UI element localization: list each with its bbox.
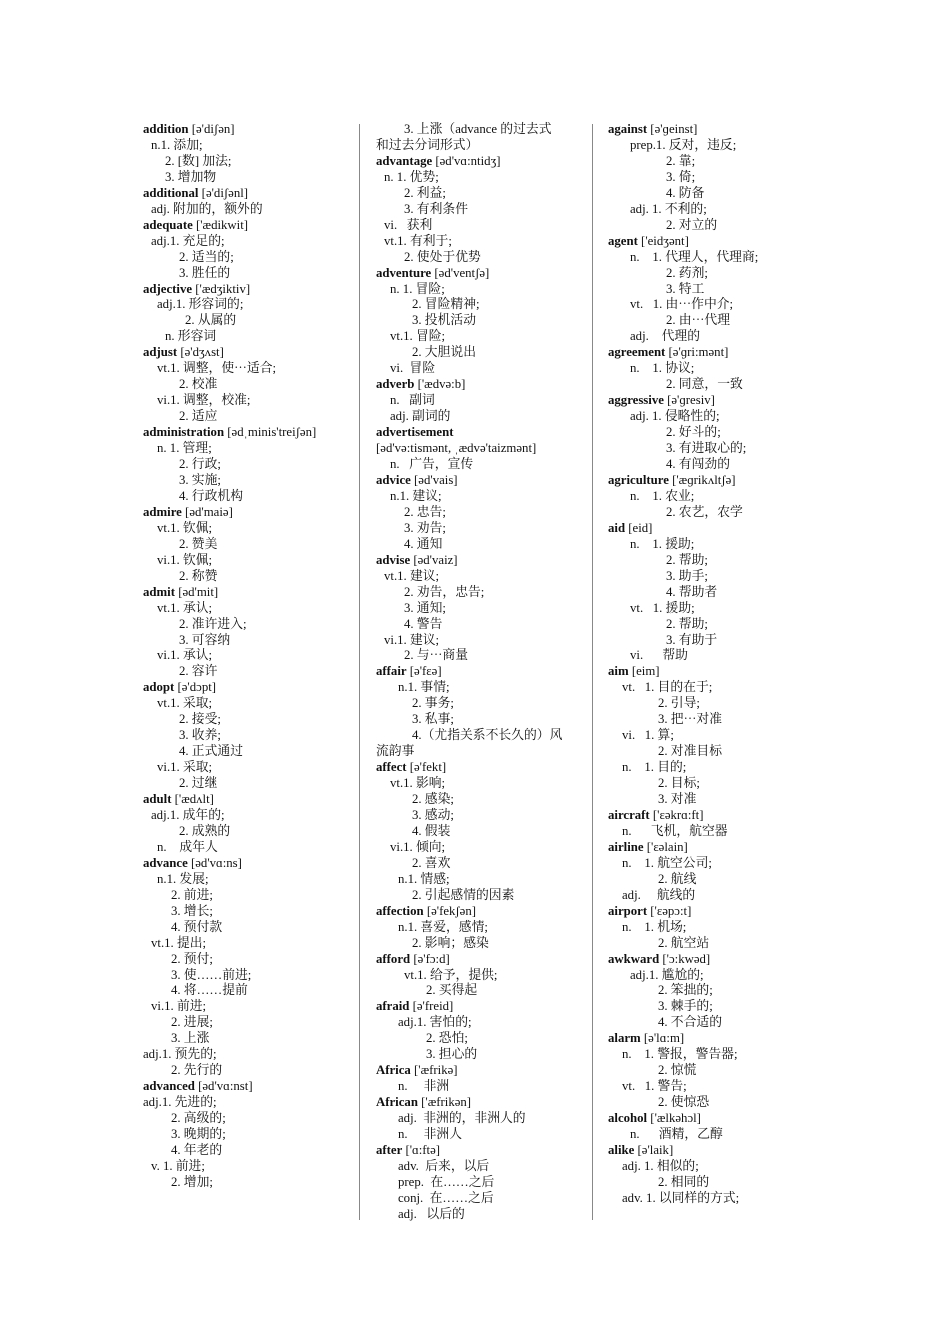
- headword: addition: [143, 122, 189, 136]
- definition-line: vt.1. 给予，提供;: [404, 967, 498, 982]
- definition-line: 2. 增加;: [171, 1174, 213, 1189]
- definition-line: 3. 担心的: [426, 1047, 478, 1062]
- headword: airline: [608, 839, 644, 854]
- entry-column-2: [376, 122, 578, 1223]
- definition-line: 2. 帮助;: [666, 616, 708, 631]
- entry-headword-line: [143, 425, 353, 441]
- headword: adjust: [143, 345, 178, 360]
- definition-line: adj.1. 充足的;: [151, 233, 225, 248]
- definition-line: n.1. 建议;: [390, 488, 442, 503]
- definition-line: 2. 大胆说出: [412, 345, 476, 360]
- definition-line: 3. 把⋯对准: [658, 712, 722, 727]
- entry-headword-line: [608, 904, 808, 920]
- pronunciation: [ə'freid]: [409, 999, 454, 1014]
- definition-line: 4. 年老的: [171, 1143, 223, 1157]
- definition-line: 2. 容许: [179, 664, 218, 679]
- definition-line: 2. 药剂;: [666, 265, 708, 280]
- pronunciation: ['ɛəlain]: [643, 839, 688, 854]
- definition-line: 2. 由⋯代理: [666, 313, 730, 328]
- definition-line: 3. 有助于: [666, 632, 718, 647]
- definition-line: vi.1. 承认;: [157, 648, 213, 663]
- definition-line: n. 1. 冒险;: [390, 281, 445, 296]
- definition-line: adj. 副词的: [390, 409, 451, 424]
- headword: aggressive: [608, 393, 664, 408]
- definition-line: adj.1. 害怕的;: [398, 1015, 472, 1030]
- definition-line: 3. 通知;: [404, 600, 446, 615]
- pronunciation: [ə'fɛə]: [406, 664, 442, 679]
- definition-line: 2. 感染;: [412, 792, 454, 807]
- definition-line: 3. 实施;: [179, 472, 221, 487]
- definition-line: adj.1. 尴尬的;: [630, 967, 704, 982]
- definition-line: 3. 胜任的: [179, 265, 231, 280]
- headword: alcohol: [608, 1111, 648, 1126]
- pronunciation: [ə'laik]: [634, 1143, 674, 1157]
- headword: advise: [376, 552, 411, 567]
- pronunciation: [əd'vɑ:ns]: [187, 855, 242, 870]
- headword: adjective: [143, 281, 193, 296]
- headword: Africa: [376, 1063, 411, 1078]
- entry-headword-line: [376, 473, 578, 489]
- definition-line: 4. 不合适的: [658, 1015, 722, 1030]
- headword: alike: [608, 1143, 635, 1157]
- headword: aim: [608, 664, 629, 679]
- definition-line: adj. 1. 侵略性的;: [630, 409, 720, 424]
- definition-line: 2. 从属的: [185, 313, 237, 328]
- pronunciation: ['ɛəpɔ:t]: [647, 903, 692, 918]
- pronunciation: [ə'diʃən]: [188, 122, 235, 136]
- definition-line: 3. 倚;: [666, 169, 696, 184]
- entry-headword-line: [608, 521, 808, 537]
- pronunciation: [eim]: [628, 664, 660, 679]
- definition-line: vt. 1. 目的在于;: [622, 680, 713, 695]
- definition-line: vt.1. 调整，使⋯适合;: [157, 361, 277, 376]
- pronunciation: [əd'vɑ:ntidʒ]: [432, 153, 501, 168]
- entry-headword-line: [608, 122, 808, 138]
- pronunciation: [əd'vɑ:nst]: [194, 1079, 253, 1094]
- definition-line: 2. 赞美: [179, 536, 218, 551]
- definition-line: vi. 帮助: [630, 648, 688, 663]
- pronunciation: [əd'vais]: [410, 472, 458, 487]
- entry-headword-line: [608, 393, 808, 409]
- headword: affair: [376, 664, 407, 679]
- definition-line: adj. 1. 相似的;: [622, 1158, 699, 1173]
- entry-headword-line: [143, 505, 353, 521]
- definition-line: 2. 好斗的;: [666, 425, 721, 440]
- pronunciation: [əd'ventʃə]: [431, 265, 490, 280]
- entry-headword-line: [376, 425, 578, 441]
- entry-headword-line: [143, 186, 353, 202]
- headword: advanced: [143, 1079, 195, 1094]
- definition-line: 3. 有进取心的;: [666, 441, 747, 456]
- entry-headword-line: [143, 1079, 353, 1095]
- definition-line: n. 副词: [390, 393, 435, 408]
- definition-line: 2. 与⋯商量: [404, 648, 468, 663]
- definition-line: 3. 增长;: [171, 903, 213, 918]
- definition-line: 2. 适应: [179, 409, 218, 424]
- definition-line: 2. 成熟的: [179, 823, 231, 838]
- headword: agriculture: [608, 472, 669, 487]
- definition-line: conj. 在……之后: [398, 1190, 494, 1205]
- pronunciation: [ə'ɡri:mənt]: [665, 345, 729, 360]
- entry-headword-line: [608, 345, 808, 361]
- definition-line: 3. 晚期的;: [171, 1127, 226, 1142]
- definition-line: 2. 过继: [179, 776, 218, 791]
- headword: adopt: [143, 680, 175, 695]
- pronunciation: ['æɡrikʌltʃə]: [668, 472, 736, 487]
- pronunciation: ['æfrikə]: [410, 1063, 458, 1078]
- definition-line: 4.（尤指关系不长久的）风: [412, 728, 563, 743]
- definition-line: 2. 进展;: [171, 1015, 213, 1030]
- definition-line: prep.1. 反对，违反;: [630, 137, 737, 152]
- pronunciation: [əd'maiə]: [181, 504, 233, 519]
- definition-line: 2. 预付;: [171, 951, 213, 966]
- definition-line: adj.1. 先进的;: [143, 1095, 217, 1110]
- pronunciation: ['ɔ:kwəd]: [659, 951, 711, 966]
- definition-line: 2. 买得起: [426, 983, 478, 998]
- definition-line: vt.1. 钦佩;: [157, 520, 213, 535]
- definition-line: n. 1. 优势;: [384, 169, 439, 184]
- entry-headword-line: [143, 282, 353, 298]
- definition-line: 2. 高级的;: [171, 1111, 226, 1126]
- headword: additional: [143, 185, 199, 200]
- headword: admit: [143, 584, 175, 599]
- definition-line: vi.1. 调整，校准;: [157, 393, 251, 408]
- definition-line: 2. 恐怕;: [426, 1031, 468, 1046]
- pronunciation: ['ædvə:b]: [414, 377, 466, 392]
- pronunciation: [ə'ɡresiv]: [663, 393, 715, 408]
- definition-line: 3. 棘手的;: [658, 999, 713, 1014]
- entry-headword-line: [608, 808, 808, 824]
- definition-line: 2. 使处于优势: [404, 249, 481, 264]
- definition-line: vi.1. 倾向;: [390, 839, 446, 854]
- headword: agent: [608, 233, 638, 248]
- definition-line: 2. 航线: [658, 871, 697, 886]
- definition-line: 2. 接受;: [179, 712, 221, 727]
- headword: advantage: [376, 153, 433, 168]
- headword: advance: [143, 855, 188, 870]
- definition-line: 2. 惊慌: [658, 1063, 697, 1078]
- definition-line: 2. 校准: [179, 377, 218, 392]
- definition-line: 2. 前进;: [171, 887, 213, 902]
- definition-line: n.1. 发展;: [157, 871, 209, 886]
- definition-line: 2. 事务;: [412, 696, 454, 711]
- entry-headword-line: [143, 792, 353, 808]
- definition-line: 2. 准许进入;: [179, 616, 247, 631]
- definition-line: vt. 1. 由⋯作中介;: [630, 297, 734, 312]
- definition-line: 2. 行政;: [179, 457, 221, 472]
- definition-line: adj. 代理的: [630, 329, 701, 344]
- entry-headword-line: [376, 1143, 578, 1159]
- definition-line: 4. 防备: [666, 185, 705, 200]
- pronunciation: ['ɑ:ftə]: [402, 1143, 441, 1157]
- definition-line: vt.1. 有利于;: [384, 233, 452, 248]
- definition-line: n. 形容词: [165, 329, 217, 344]
- definition-line: adj. 以后的: [398, 1206, 465, 1221]
- definition-line: 3. 可容纳: [179, 632, 231, 647]
- definition-line: 4. 假装: [412, 823, 451, 838]
- entry-headword-line: [376, 760, 578, 776]
- definition-line: adj. 附加的，额外的: [151, 201, 263, 216]
- definition-line: 3. 收养;: [179, 728, 221, 743]
- definition-line: n.1. 事情;: [398, 680, 450, 695]
- headword: affect: [376, 760, 407, 775]
- pronunciation: [ə'ɡeinst]: [647, 122, 698, 136]
- headword: advice: [376, 472, 411, 487]
- definition-line: 3. 有利条件: [404, 201, 468, 216]
- pronunciation: ['ædʌlt]: [171, 792, 214, 807]
- entry-headword-line: [143, 122, 353, 138]
- definition-line: 3. 上涨（advance 的过去式: [404, 122, 552, 136]
- definition-line: 2. 忠告;: [404, 504, 446, 519]
- pronunciation: ['eidʒənt]: [637, 233, 689, 248]
- definition-line: n.1. 喜爱，感情;: [398, 919, 488, 934]
- definition-line: vi. 1. 算;: [622, 728, 674, 743]
- definition-line: 4. 有闯劲的: [666, 457, 730, 472]
- pronunciation: ['ɛəkrɑ:ft]: [649, 807, 704, 822]
- definition-line: 4. 预付款: [171, 919, 223, 934]
- definition-line: n. 1. 管理;: [157, 441, 212, 456]
- definition-line: vi.1. 采取;: [157, 760, 213, 775]
- entry-headword-line: [608, 1143, 808, 1159]
- definition-line: n. 飞机，航空器: [622, 823, 728, 838]
- definition-line: 2. 对立的: [666, 217, 718, 232]
- definition-line: vi. 冒险: [390, 361, 436, 376]
- definition-line: 3. 上涨: [171, 1031, 210, 1046]
- definition-line: 3. 对准: [658, 792, 697, 807]
- pronunciation: [ə'fekʃən]: [423, 903, 477, 918]
- entry-headword-line: [376, 999, 578, 1015]
- pronunciation: [eid]: [625, 520, 653, 535]
- entry-headword-line: [143, 856, 353, 872]
- definition-line: n. 非洲: [398, 1079, 450, 1094]
- headword: administration: [143, 425, 225, 440]
- definition-line: 2. 引起感情的因素: [412, 887, 515, 902]
- entry-headword-line: [376, 1063, 578, 1079]
- definition-line: n. 非洲人: [398, 1127, 462, 1142]
- definition-line: adj.1. 预先的;: [143, 1047, 217, 1062]
- entry-column-1: [143, 122, 353, 1191]
- definition-line: n. 1. 警报，警告器;: [622, 1047, 738, 1062]
- column-divider: [359, 124, 360, 1220]
- pronunciation: [ə'fɔ:d]: [410, 951, 450, 966]
- definition-line: 3. 私事;: [412, 712, 454, 727]
- headword: against: [608, 122, 648, 136]
- definition-line: vt.1. 采取;: [157, 696, 213, 711]
- definition-line: 2. 帮助;: [666, 552, 708, 567]
- pronunciation: [ə'fekt]: [406, 760, 447, 775]
- headword: aircraft: [608, 807, 650, 822]
- definition-line: n.1. 情感;: [398, 871, 450, 886]
- entry-headword-line: [608, 952, 808, 968]
- definition-line: 2. 称赞: [179, 568, 218, 583]
- definition-line: adj.1. 形容词的;: [157, 297, 244, 312]
- headword: African: [376, 1095, 418, 1110]
- definition-line: 2. 利益;: [404, 185, 446, 200]
- definition-line: vt.1. 提出;: [151, 935, 207, 950]
- entry-headword-line: [143, 585, 353, 601]
- definition-line: n. 1. 目的;: [622, 760, 687, 775]
- pronunciation: [ə'dʒʌst]: [177, 345, 224, 360]
- definition-line: adj. 非洲的，非洲人的: [398, 1111, 526, 1126]
- definition-line: 4. 行政机构: [179, 488, 243, 503]
- entry-headword-line: [143, 345, 353, 361]
- pronunciation: ['ælkəhɔl]: [647, 1111, 701, 1126]
- entry-headword-line: [143, 680, 353, 696]
- pronunciation: [ə'diʃənl]: [198, 185, 249, 200]
- definition-line: 2. 农艺，农学: [666, 504, 743, 519]
- headword: adventure: [376, 265, 432, 280]
- definition-line: v. 1. 前进;: [151, 1158, 205, 1173]
- definition-line: vi.1. 前进;: [151, 999, 207, 1014]
- entry-headword-line: [376, 377, 578, 393]
- headword: adverb: [376, 377, 415, 392]
- definition-line: 2. 目标;: [658, 776, 700, 791]
- headword: adult: [143, 792, 172, 807]
- headword: afraid: [376, 999, 410, 1014]
- definition-line: 4. 将……提前: [171, 983, 248, 998]
- definition-line: vt.1. 承认;: [157, 600, 213, 615]
- definition-line: adj. 航线的: [622, 887, 696, 902]
- definition-line: 2. 笨拙的;: [658, 983, 713, 998]
- definition-line: 2. 先行的: [171, 1063, 223, 1078]
- definition-line: 3. 劝告;: [404, 520, 446, 535]
- entry-headword-line: [608, 1111, 808, 1127]
- definition-line: n. 1. 代理人，代理商;: [630, 249, 759, 264]
- headword: adequate: [143, 217, 193, 232]
- headword: airport: [608, 903, 648, 918]
- headword: aid: [608, 520, 626, 535]
- definition-line: 4. 正式通过: [179, 744, 243, 759]
- definition-line: 流韵事: [376, 744, 415, 759]
- definition-line: 2. 使惊恐: [658, 1095, 710, 1110]
- definition-line: vi.1. 建议;: [384, 632, 440, 647]
- definition-line: 2. 影响；感染: [412, 935, 489, 950]
- definition-line: vt. 1. 援助;: [630, 600, 695, 615]
- definition-line: 2. 引导;: [658, 696, 700, 711]
- definition-line: 3. 助手;: [666, 568, 708, 583]
- definition-line: adv. 1. 以同样的方式;: [622, 1190, 740, 1205]
- definition-line: n. 成年人: [157, 839, 218, 854]
- definition-line: 2. 喜欢: [412, 855, 451, 870]
- definition-line: adv. 后来，以后: [398, 1158, 490, 1173]
- definition-line: 2. 劝告，忠告;: [404, 584, 485, 599]
- definition-line: vi.1. 钦佩;: [157, 552, 213, 567]
- definition-line: 4. 通知: [404, 536, 443, 551]
- definition-line: 2. [数] 加法;: [165, 153, 232, 168]
- definition-line: 3. 增加物: [165, 169, 217, 184]
- definition-line: 2. 靠;: [666, 153, 696, 168]
- definition-line: 2. 同意，一致: [666, 377, 743, 392]
- definition-line: 3. 感动;: [412, 807, 454, 822]
- definition-line: n. 1. 协议;: [630, 361, 695, 376]
- definition-line: 2. 航空站: [658, 935, 710, 950]
- entry-headword-line: [143, 218, 353, 234]
- pronunciation: [ə'lɑ:m]: [640, 1031, 685, 1046]
- definition-line: vt.1. 冒险;: [390, 329, 446, 344]
- headword: awkward: [608, 951, 660, 966]
- entry-headword-line: [376, 553, 578, 569]
- definition-line: adj. 1. 不利的;: [630, 201, 707, 216]
- pronunciation: ['ædikwit]: [192, 217, 249, 232]
- definition-line: 3. 特工: [666, 281, 705, 296]
- definition-line: n. 1. 援助;: [630, 536, 695, 551]
- headword: admire: [143, 504, 182, 519]
- headword: advertisement: [376, 425, 454, 440]
- entry-headword-line: [608, 1031, 808, 1047]
- entry-headword-line: [376, 952, 578, 968]
- definition-line: n. 广告，宣传: [390, 457, 474, 472]
- definition-line: prep. 在……之后: [398, 1174, 495, 1189]
- entry-headword-line: [376, 904, 578, 920]
- entry-headword-line: [376, 266, 578, 282]
- definition-line: 3. 投机活动: [412, 313, 476, 328]
- definition-line: 2. 适当的;: [179, 249, 234, 264]
- entry-headword-line: [608, 840, 808, 856]
- pronunciation: [əd'vaiz]: [410, 552, 458, 567]
- definition-line: 4. 帮助者: [666, 584, 718, 599]
- column-divider: [592, 124, 593, 1220]
- definition-line: 4. 警告: [404, 616, 443, 631]
- pronunciation: [ədˌminis'treiʃən]: [224, 425, 317, 440]
- definition-line: n. 1. 航空公司;: [622, 855, 712, 870]
- entry-headword-line: [608, 664, 808, 680]
- entry-headword-line: [608, 473, 808, 489]
- definition-line: 2. 冒险精神;: [412, 297, 480, 312]
- headword: alarm: [608, 1031, 641, 1046]
- entry-headword-line: [376, 1095, 578, 1111]
- definition-line: 2. 对准目标: [658, 744, 722, 759]
- definition-line: vi. 获利: [384, 217, 433, 232]
- definition-line: 和过去分词形式）: [376, 137, 479, 152]
- entry-headword-line: [376, 664, 578, 680]
- definition-line: n. 1. 机场;: [622, 919, 687, 934]
- pronunciation: [ə'dɔpt]: [174, 680, 217, 695]
- headword: agreement: [608, 345, 666, 360]
- definition-line: vt.1. 影响;: [390, 776, 446, 791]
- headword: affection: [376, 903, 424, 918]
- definition-line: n. 酒精，乙醇: [630, 1127, 723, 1142]
- definition-line: vt. 1. 警告;: [622, 1079, 687, 1094]
- pronunciation: ['ædʒiktiv]: [192, 281, 251, 296]
- pronunciation: ['æfrikən]: [417, 1095, 472, 1110]
- entry-headword-line: [608, 234, 808, 250]
- definition-line: adj.1. 成年的;: [151, 807, 225, 822]
- definition-line: [əd'və:tismənt, ˌædvə'taizmənt]: [376, 441, 537, 456]
- definition-line: n.1. 添加;: [151, 137, 203, 152]
- headword: afford: [376, 951, 411, 966]
- definition-line: vt.1. 建议;: [384, 568, 440, 583]
- definition-line: 2. 相同的: [658, 1174, 710, 1189]
- headword: after: [376, 1143, 403, 1157]
- definition-line: n. 1. 农业;: [630, 488, 695, 503]
- pronunciation: [əd'mit]: [175, 584, 219, 599]
- entry-column-3: [608, 122, 808, 1207]
- definition-line: 3. 使……前进;: [171, 967, 252, 982]
- entry-headword-line: [376, 154, 578, 170]
